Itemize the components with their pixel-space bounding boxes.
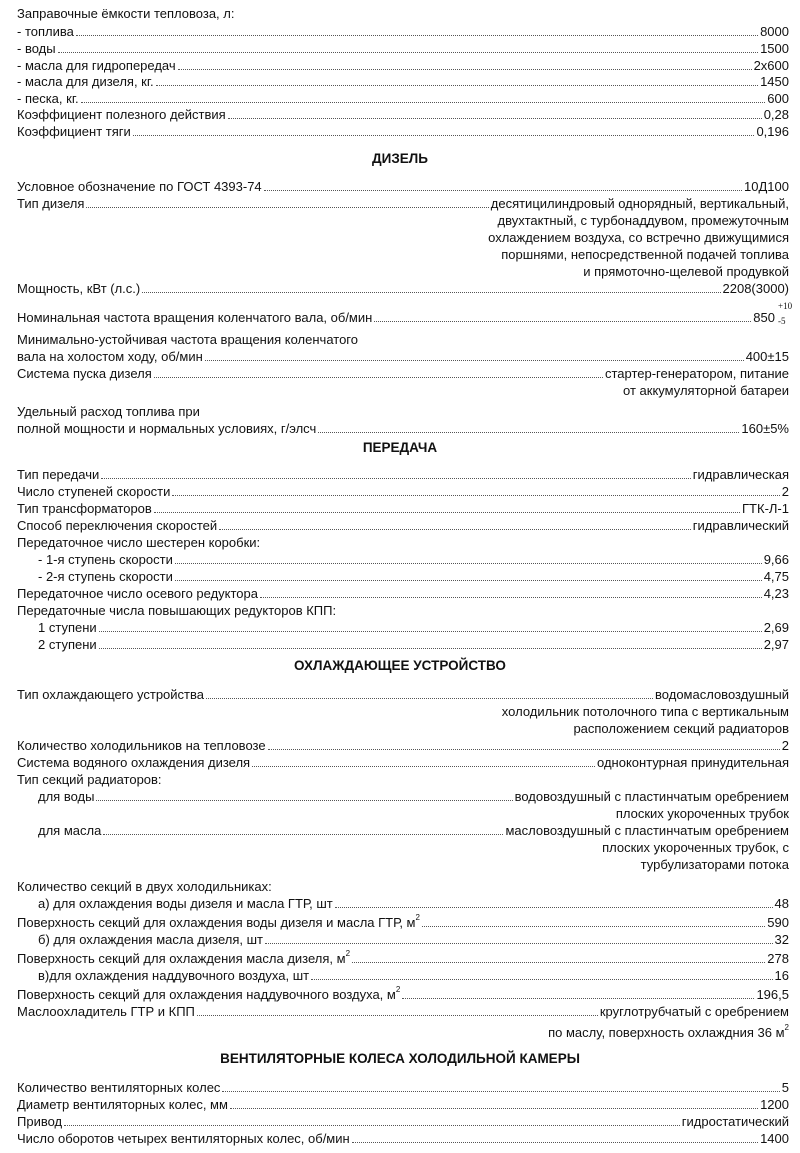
leader-dots: [64, 1114, 680, 1126]
leader-dots: [96, 789, 512, 801]
spec-row: Тип трансформаторов ГТК-Л-1: [17, 501, 789, 516]
section-heading-fans: ВЕНТИЛЯТОРНЫЕ КОЛЕСА ХОЛОДИЛЬНОЙ КАМЕРЫ: [220, 1051, 580, 1066]
spec-row: для воды водовоздушный с пластинчатым оребрением: [38, 789, 789, 804]
leader-dots: [81, 91, 766, 103]
leader-dots: [311, 968, 772, 980]
continuation-text: и прямоточно-щелевой продувкой: [583, 264, 789, 279]
leader-dots: [205, 349, 744, 361]
spec-row: Коэффициент тяги 0,196: [17, 124, 789, 139]
spec-row: Мощность, кВт (л.с.) 2208(3000): [17, 281, 789, 296]
leader-dots: [206, 687, 653, 699]
spec-row: 1 ступени 2,69: [38, 620, 789, 635]
spec-row: Поверхность секций для охлаждения масла дизеля, $м^2$ 278: [17, 949, 789, 966]
leader-dots: [142, 281, 720, 293]
leader-dots: [265, 932, 773, 944]
spec-row: Тип передачи гидравлическая: [17, 467, 789, 482]
leader-dots: [222, 1080, 779, 1092]
label-text: Количество секций в двух холодильниках:: [17, 879, 272, 894]
leader-dots: [154, 366, 603, 378]
spec-row: Тип охлаждающего устройства водомасловоздушный: [17, 687, 789, 702]
continuation-text: охлаждением воздуха, со встречно движущимися: [488, 230, 789, 245]
leader-dots: [101, 467, 690, 479]
leader-dots: [172, 484, 779, 496]
label-text: Передаточное число шестерен коробки:: [17, 535, 261, 550]
section-heading-diesel: ДИЗЕЛЬ: [372, 151, 428, 166]
leader-dots: [154, 501, 740, 513]
spec-row: в)для охлаждения наддувочного воздуха, шт 16: [38, 968, 789, 983]
spec-row: Способ переключения скоростей гидравлический: [17, 518, 789, 533]
continuation-text: по маслу, поверхность охлаждния 36 $м^2$: [548, 1023, 789, 1040]
spec-row: Тип дизеля десятицилиндровый однорядный, вертикальный,: [17, 196, 789, 211]
spec-row: Поверхность секций для охлаждения наддувочного воздуха, $м^2$ 196,5: [17, 985, 789, 1002]
leader-dots: [86, 196, 488, 208]
leader-dots: [252, 755, 595, 767]
spec-row: полной мощности и нормальных условиях, г/элсч 160±5%: [17, 421, 789, 436]
spec-row: 2 ступени 2,97: [38, 637, 789, 652]
spec-row: Диаметр вентиляторных колес, мм 1200: [17, 1097, 789, 1112]
leader-dots: [352, 1131, 758, 1143]
spec-row: Система водяного охлаждения дизеля одноконтурная принудительная: [17, 755, 789, 770]
capacities-title: Заправочные ёмкости тепловоза, л:: [17, 6, 235, 21]
spec-row: Количество холодильников на тепловозе 2: [17, 738, 789, 753]
leader-dots: [58, 41, 759, 53]
leader-dots: [264, 179, 742, 191]
tolerance: +10 -5: [778, 301, 793, 326]
spec-row: Количество вентиляторных колес 5: [17, 1080, 789, 1095]
spec-row: Привод гидростатический: [17, 1114, 789, 1129]
spec-row: Номинальная частота вращения коленчатого вала, об/мин 850 +10 -5: [17, 301, 793, 326]
label-text: Удельный расход топлива при: [17, 404, 200, 419]
leader-dots: [374, 310, 751, 322]
section-heading-cooling: ОХЛАЖДАЮЩЕЕ УСТРОЙСТВО: [294, 658, 506, 673]
leader-dots: [228, 107, 762, 119]
leader-dots: [99, 637, 762, 649]
spec-row: а) для охлаждения воды дизеля и масла ГТР, шт 48: [38, 896, 789, 911]
label-text: Тип секций радиаторов:: [17, 772, 162, 787]
continuation-text: от аккумуляторной батареи: [623, 383, 789, 398]
leader-dots: [76, 24, 758, 36]
spec-row: Число оборотов четырех вентиляторных колес, об/мин 1400: [17, 1131, 789, 1146]
spec-row: - песка, кг. 600: [17, 91, 789, 106]
spec-row: Поверхность секций для охлаждения воды дизеля и масла ГТР, $м^2$ 590: [17, 913, 789, 930]
spec-row: - 1-я ступень скорости 9,66: [38, 552, 789, 567]
continuation-text: холодильник потолочного типа с вертикальным: [501, 704, 789, 719]
spec-row: Число ступеней скорости 2: [17, 484, 789, 499]
label-text: Минимально-устойчивая частота вращения коленчатого: [17, 332, 358, 347]
spec-row: вала на холостом ходу, об/мин 400±15: [17, 349, 789, 364]
spec-row: Система пуска дизеля стартер-генератором, питание: [17, 366, 789, 381]
leader-dots: [352, 951, 765, 963]
spec-row: - масла для гидропередач 2x600: [17, 58, 789, 73]
spec-row: - 2-я ступень скорости 4,75: [38, 569, 789, 584]
leader-dots: [175, 569, 762, 581]
continuation-text: двухтактный, с турбонаддувом, промежуточным: [497, 213, 789, 228]
leader-dots: [156, 74, 758, 86]
leader-dots: [133, 124, 755, 136]
spec-row: Маслоохладитель ГТР и КПП круглотрубчатый с оребрением: [17, 1004, 789, 1019]
continuation-text: плоских укороченных трубок, с: [602, 840, 789, 855]
spec-row: для масла масловоздушный с пластинчатым оребрением: [38, 823, 789, 838]
spec-row: Условное обозначение по ГОСТ 4393-74 10Д100: [17, 179, 789, 194]
leader-dots: [99, 620, 762, 632]
leader-dots: [175, 552, 762, 564]
leader-dots: [103, 823, 503, 835]
label-text: Передаточные числа повышающих редукторов КПП:: [17, 603, 337, 618]
leader-dots: [402, 987, 754, 999]
leader-dots: [422, 915, 765, 927]
leader-dots: [178, 58, 752, 70]
spec-row: б) для охлаждения масла дизеля, шт 32: [38, 932, 789, 947]
spec-row: - топлива 8000: [17, 24, 789, 39]
continuation-text: поршнями, непосредственной подачей топлива: [501, 247, 789, 262]
leader-dots: [268, 738, 780, 750]
continuation-text: турбулизаторами потока: [640, 857, 789, 872]
section-heading-transmission: ПЕРЕДАЧА: [362, 440, 438, 455]
continuation-text: расположением секций радиаторов: [573, 721, 789, 736]
leader-dots: [230, 1097, 758, 1109]
continuation-text: плоских укороченных трубок: [615, 806, 789, 821]
leader-dots: [197, 1004, 598, 1016]
leader-dots: [335, 896, 773, 908]
spec-row: Передаточное число осевого редуктора 4,23: [17, 586, 789, 601]
leader-dots: [260, 586, 762, 598]
spec-row: - масла для дизеля, кг. 1450: [17, 74, 789, 89]
spec-row: Коэффициент полезного действия 0,28: [17, 107, 789, 122]
leader-dots: [318, 421, 739, 433]
spec-row: - воды 1500: [17, 41, 789, 56]
leader-dots: [219, 518, 691, 530]
